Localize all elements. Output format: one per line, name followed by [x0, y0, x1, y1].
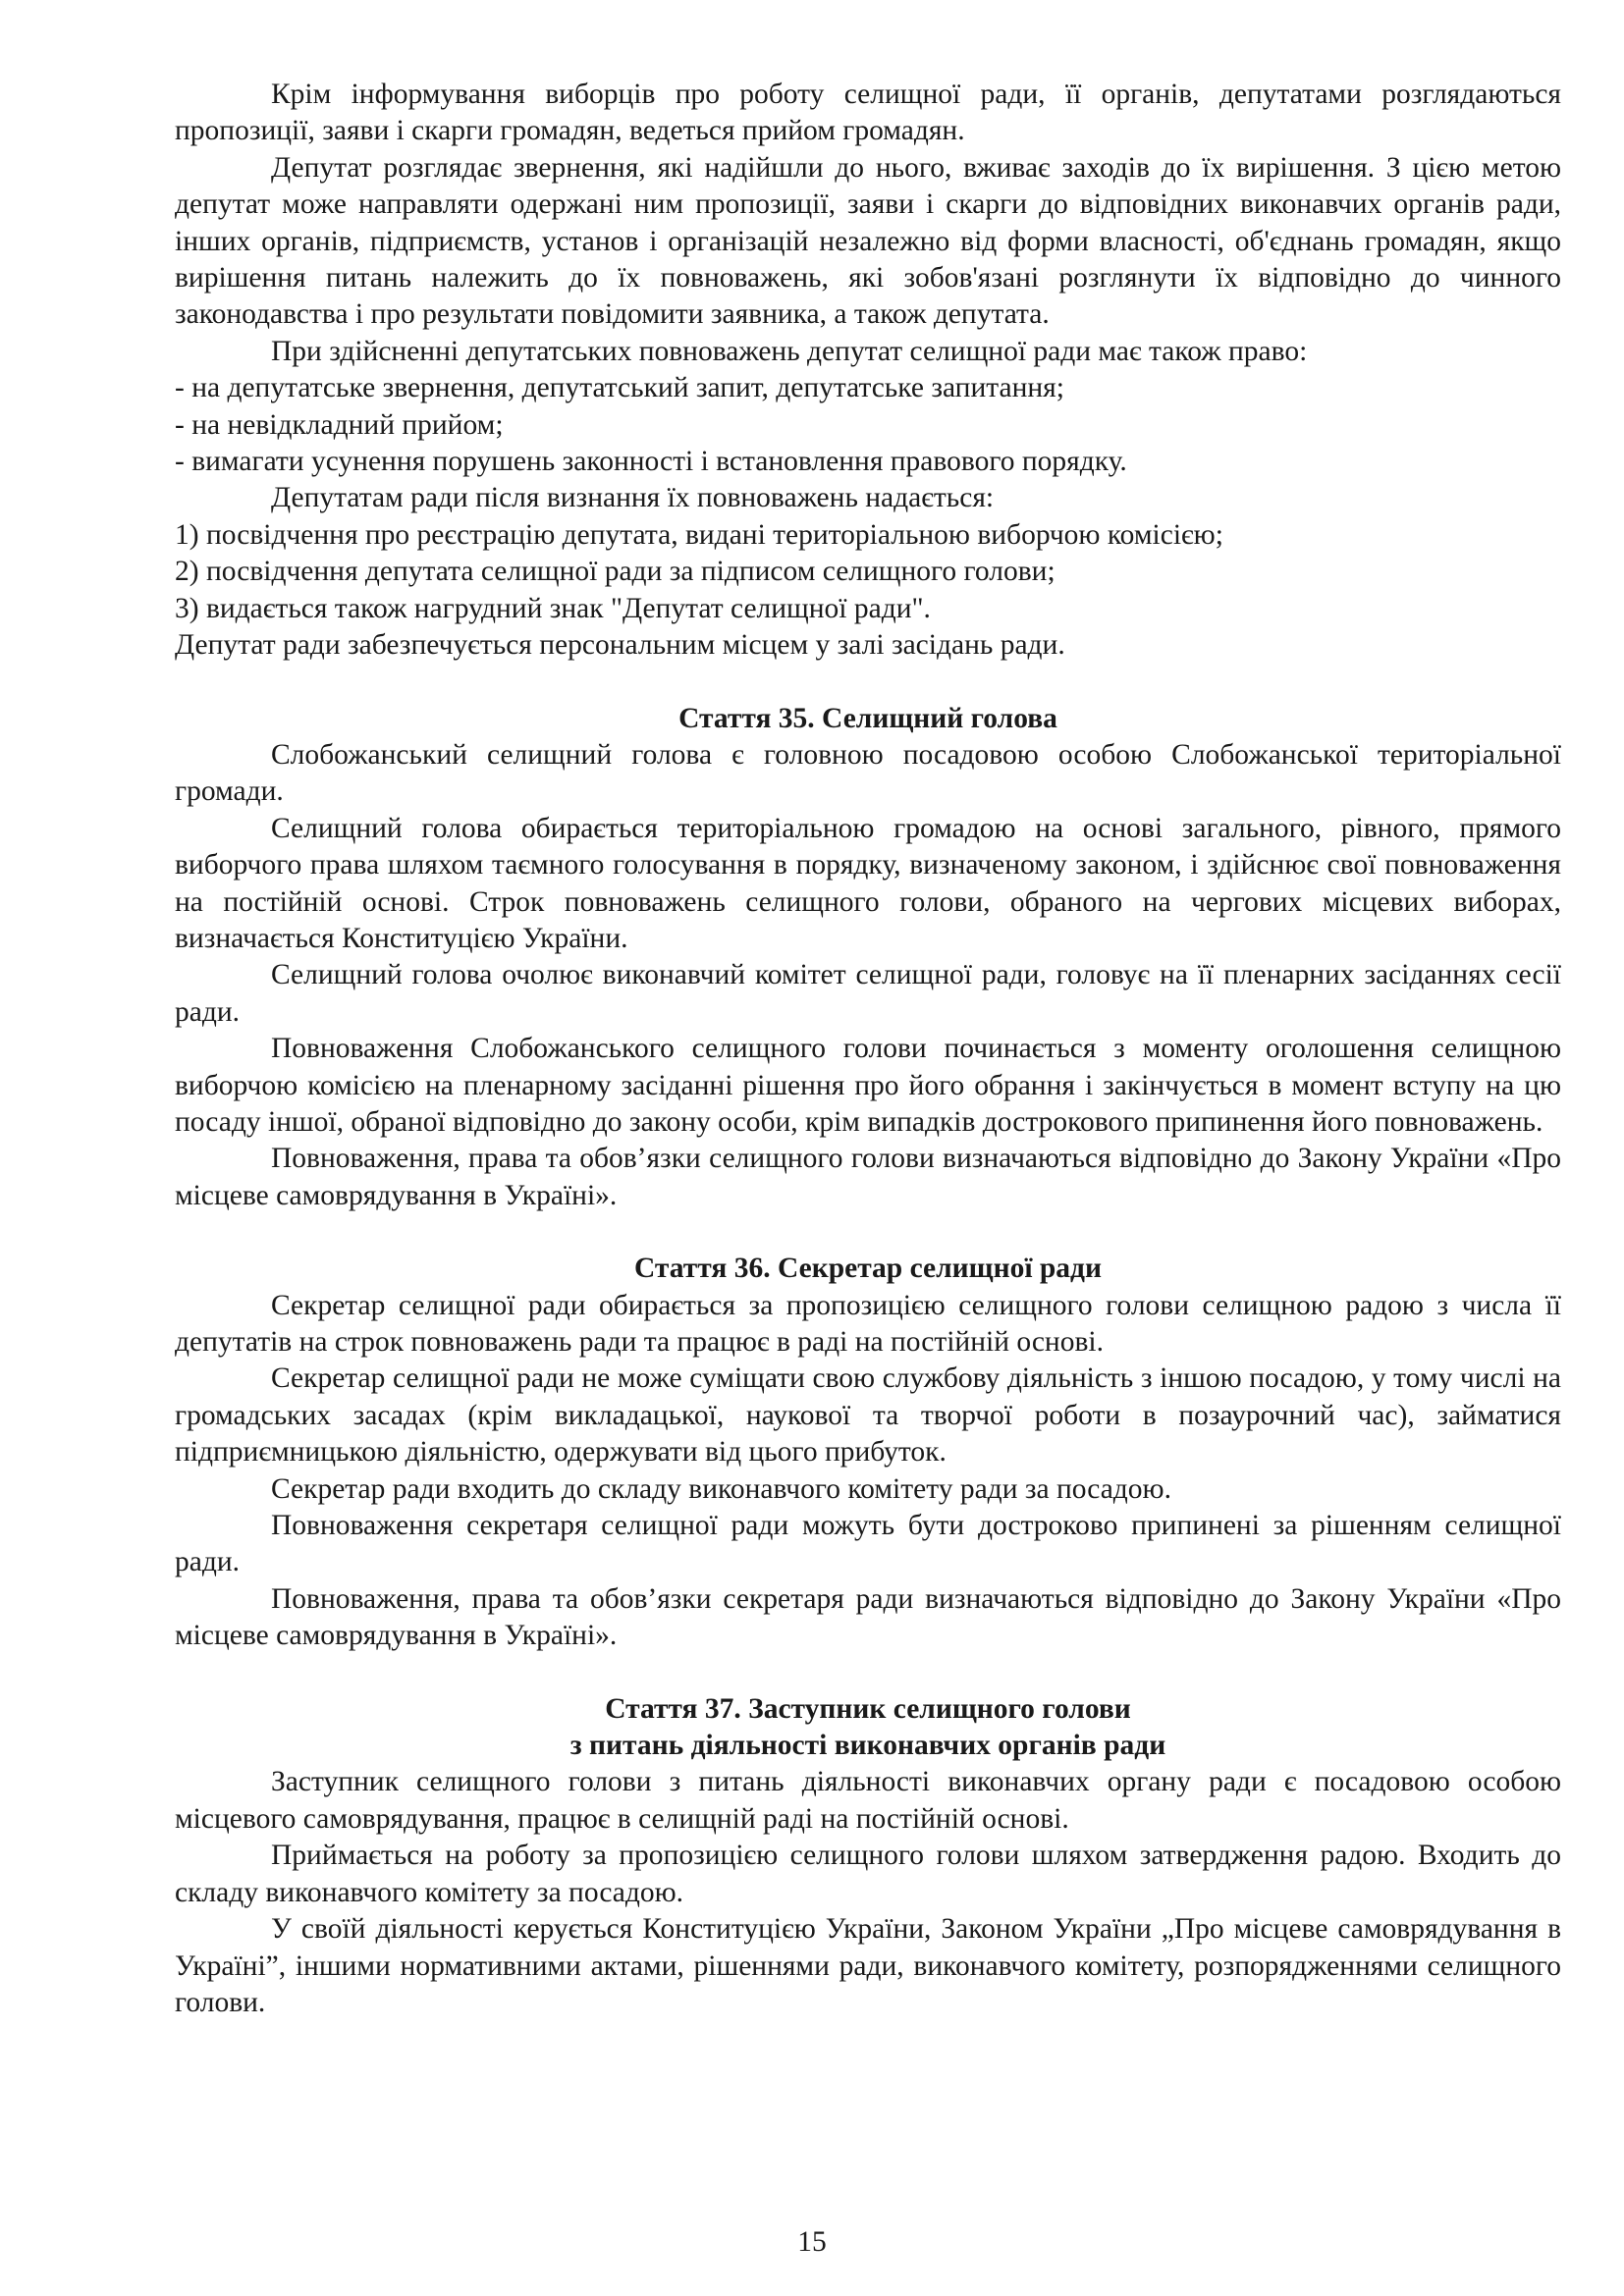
intro-paragraph: Депутат розглядає звернення, які надійшли до нього, вживає заходів до їх вирішення. З цією метою депутат може направляти одержані ним пропозиції, заяви і скарги до відповідних виконавчих органів ради, інших органів, підприємств, установ і організацій незалежно від форми власності, об'єднань громадян, якщо вирішення питань належить до їх повноважень, які зобов'язані розглянути їх відповідно до чинного законодавства і про результати повідомити заявника, а також депутата.	[175, 151, 1561, 331]
article-35-heading: Стаття 35. Селищний голова	[678, 702, 1057, 734]
article-37-heading: Стаття 37. Заступник селищного голови	[605, 1692, 1131, 1725]
article-36-paragraph: Секретар селищної ради обирається за пропозицією селищного голови селищною радою з числа її депутатів на строк повноважень ради та працює в раді на постійній основі.	[175, 1289, 1561, 1358]
intro-paragraph: При здійсненні депутатських повноважень депутат селищної ради має також право:	[271, 335, 1308, 367]
rights-list-item: - вимагати усунення порушень законності і встановлення правового порядку.	[175, 446, 1127, 478]
granted-list-item: 3) видається також нагрудний знак "Депутат селищної ради".	[175, 592, 931, 624]
document-page	[175, 77, 1561, 2021]
article-36-paragraph: Секретар селищної ради не може суміщати свою службову діяльність з іншою посадою, у тому числі на громадських засадах (крім викладацької, наукової та творчої роботи в позаурочний час), займатися підприємницькою діяльністю, одержувати від цього прибуток.	[175, 1362, 1561, 1468]
article-35-paragraph: Слобожанський селищний голова є головною посадовою особою Слобожанської територіальної громади.	[175, 738, 1561, 808]
article-37-paragraph: У своїй діяльності керується Конституцією України, Законом України „Про місцеве самоврядування в Україні”, іншими нормативними актами, рішеннями ради, виконавчого комітету, розпорядженнями селищного голови.	[175, 1913, 1561, 2018]
intro-paragraph: Депутатам ради після визнання їх повноважень надається:	[271, 482, 995, 514]
intro-paragraph: Депутат ради забезпечується персональним місцем у залі засідань ради.	[175, 629, 1065, 662]
article-35-paragraph: Селищний голова очолює виконавчий комітет селищної ради, головує на її пленарних засіданнях сесії ради.	[175, 959, 1561, 1028]
article-35-paragraph: Селищний голова обирається територіальною громадою на основі загального, рівного, прямого виборчого права шляхом таємного голосування в порядку, визначеному законом, і здійснює свої повноваження на постійній основі. Строк повноважень селищного голови, обраного на чергових місцевих виборах, визначається Конституцією України.	[175, 812, 1561, 954]
rights-list-item: - на депутатське звернення, депутатський запит, депутатське запитання;	[175, 372, 1064, 404]
article-37-paragraph: Заступник селищного голови з питань діяльності виконавчих органу ради є посадовою особою місцевого самоврядування, працює в селищній раді на постійній основі.	[175, 1766, 1561, 1835]
article-37-heading-subtitle: з питань діяльності виконавчих органів ради	[569, 1730, 1166, 1762]
article-36-paragraph: Секретар ради входить до складу виконавчого комітету ради за посадою.	[271, 1472, 1171, 1505]
article-36-paragraph: Повноваження секретаря селищної ради можуть бути достроково припинені за рішенням селищної ради.	[175, 1510, 1561, 1578]
intro-paragraph: Крім інформування виборців про роботу селищної ради, її органів, депутатами розглядаються пропозиції, заяви і скарги громадян, ведеться прийом громадян.	[175, 79, 1561, 147]
article-36-heading: Стаття 36. Секретар селищної ради	[634, 1253, 1102, 1285]
article-37-paragraph: Приймається на роботу за пропозицією селищного голови шляхом затвердження радою. Входить до складу виконавчого комітету за посадою.	[175, 1840, 1561, 1908]
article-35-paragraph: Повноваження Слобожанського селищного голови починається з моменту оголошення селищною виборчою комісією на пленарному засіданні рішення про його обрання і закінчується в момент вступу на цю посаду іншої, обраної відповідно до закону особи, крім випадків дострокового припинення його повноважень.	[175, 1033, 1561, 1138]
article-36-paragraph: Повноваження, права та обов’язки секретаря ради визначаються відповідно до Закону України «Про місцеве самоврядування в Україні».	[175, 1582, 1561, 1652]
article-35-paragraph: Повноваження, права та обов’язки селищного голови визначаються відповідно до Закону України «Про місцеве самоврядування в Україні».	[175, 1143, 1561, 1211]
granted-list-item: 2) посвідчення депутата селищної ради за підписом селищного голови;	[175, 556, 1056, 588]
rights-list-item: - на невідкладний прийом;	[175, 408, 504, 441]
granted-list-item: 1) посвідчення про реєстрацію депутата, видані територіальною виборчою комісією;	[175, 518, 1223, 551]
page-number: 15	[797, 2226, 827, 2258]
